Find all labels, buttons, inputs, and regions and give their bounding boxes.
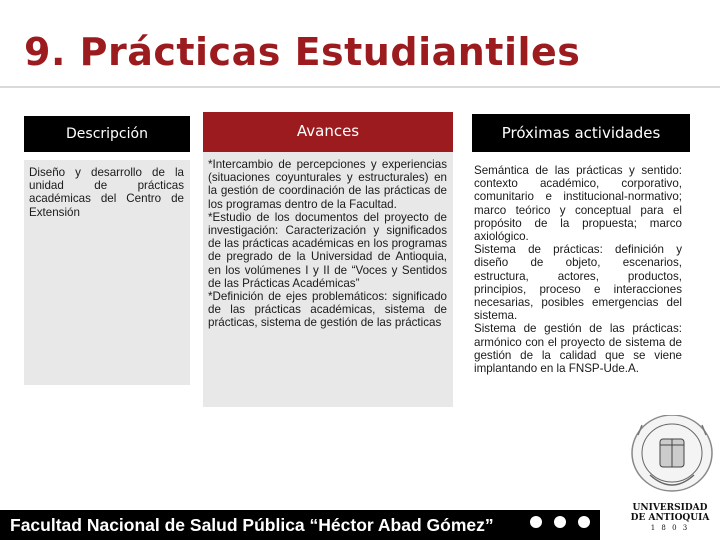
descripcion-header: Descripción — [24, 116, 190, 152]
title-divider — [0, 86, 720, 88]
avances-item: *Estudio de los documentos del proyecto de investigación: Caracterización y significados de las prácticas académicas en los programas de pregrado de la Universidad de Antioquia, en los volúmenes I y II de “Voces y Sentidos de las Prácticas Académicas” — [208, 210, 447, 290]
descripcion-panel — [24, 160, 190, 385]
proximas-panel — [472, 158, 690, 426]
page-title: 9. Prácticas Estudiantiles — [24, 30, 581, 74]
avances-item: *Intercambio de percepciones y experiencias (situaciones coyunturales y estructurales) en la gestión de coordinación de las prácticas de los programas dentro de la Facultad. — [208, 158, 447, 211]
avances-item: *Definición de ejes problemáticos: significado de las prácticas académicas, sistema de prácticas, sistema de gestión de las prácticas — [208, 290, 447, 330]
circle-icon — [575, 513, 593, 531]
footer-dots — [527, 513, 593, 531]
avances-panel — [203, 152, 453, 407]
circle-icon — [551, 513, 569, 531]
footer-text: Facultad Nacional de Salud Pública “Héctor Abad Gómez” — [10, 514, 494, 535]
university-name — [622, 503, 718, 533]
proximas-header: Próximas actividades — [472, 114, 690, 152]
proximas-item: Sistema de gestión de las prácticas: armónico con el proyecto de sistema de gestión de la calidad que se viene implantando en la FNSP-Ude.A. — [474, 322, 682, 376]
logo-year: 1 8 0 3 — [650, 524, 690, 532]
circle-icon — [527, 513, 545, 531]
logo-line1: UNIVERSIDAD — [632, 503, 708, 513]
proximas-item: Semántica de las prácticas y sentido: contexto académico, corporativo, comunitario e institucional-normativo; marco teórico y conceptual para el propósito de la propuesta; marco axiológico. — [474, 164, 682, 244]
avances-header: Avances — [203, 112, 453, 152]
logo-line2: DE ANTIOQUIA — [630, 513, 710, 523]
proximas-item: Sistema de prácticas: definición y diseño de objeto, escenarios, estructura, actores, productos, principios, proceso e interacciones necesarias, posibles emergencias del sistema. — [474, 243, 682, 323]
descripcion-text: Diseño y desarrollo de la unidad de prácticas académicas del Centro de Extensión — [29, 166, 184, 219]
footer-bar — [0, 510, 600, 540]
